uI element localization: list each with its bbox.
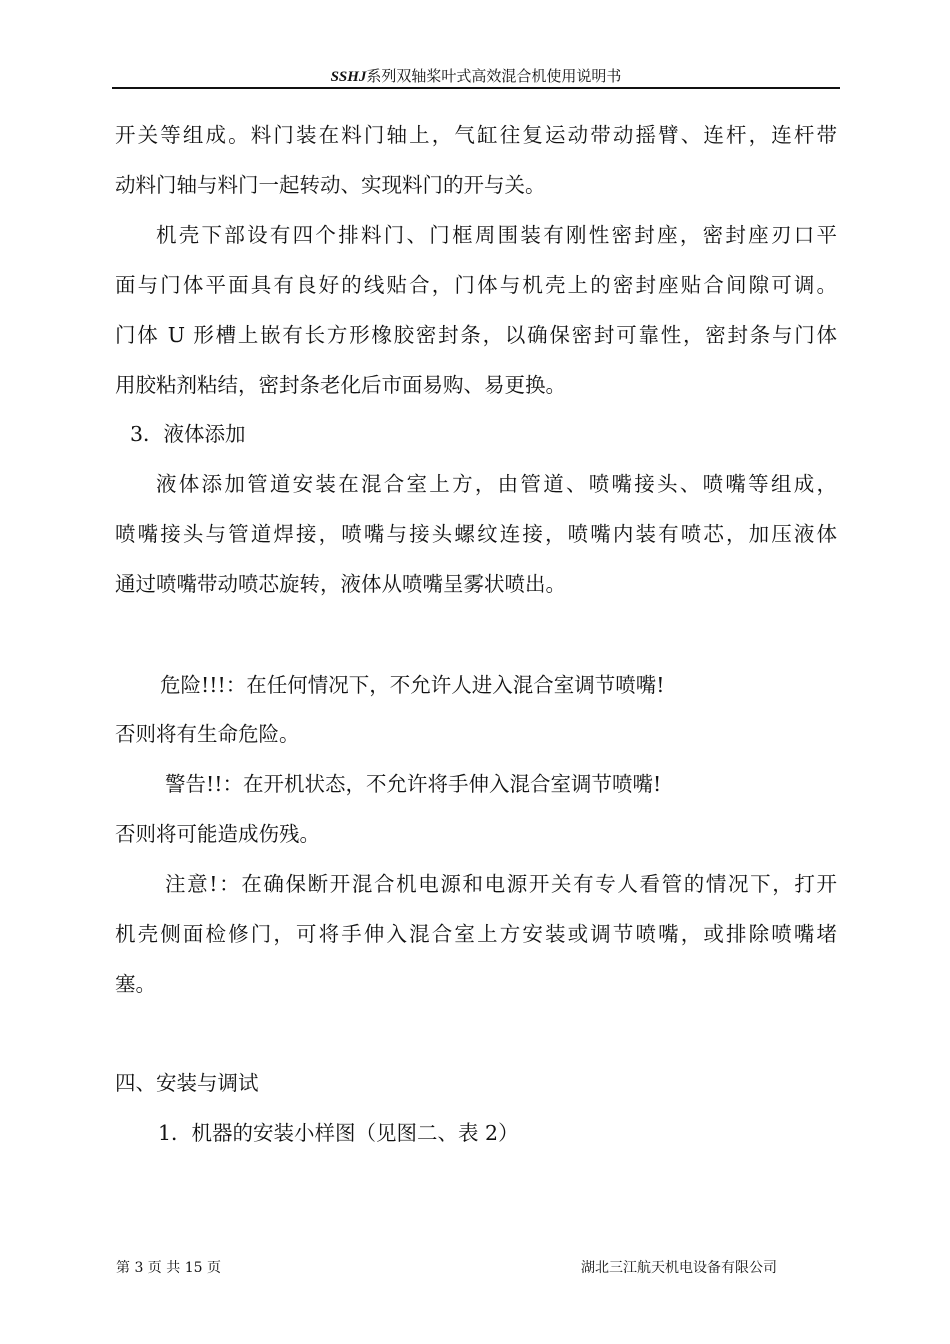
danger-notice: 危险!!!：在任何情况下，不允许人进入混合室调节喷嘴! bbox=[160, 673, 665, 697]
caution-line: 塞。 bbox=[115, 972, 156, 996]
body-line: 动料门轴与料门一起转动、实现料门的开与关。 bbox=[115, 173, 546, 197]
body-line: 通过喷嘴带动喷芯旋转，液体从喷嘴呈雾状喷出。 bbox=[115, 572, 566, 596]
section-heading: 3．液体添加 bbox=[130, 422, 246, 446]
page-header bbox=[112, 66, 840, 87]
body-line: 液体添加管道安装在混合室上方，由管道、喷嘴接头、喷嘴等组成， bbox=[156, 472, 837, 496]
body-line: 面与门体平面具有良好的线贴合，门体与机壳上的密封座贴合间隙可调。 bbox=[115, 273, 837, 297]
header-rule bbox=[112, 87, 840, 89]
body-line: 机壳下部设有四个排料门、门框周围装有刚性密封座，密封座刃口平 bbox=[156, 223, 837, 247]
header-model: SSHJ bbox=[330, 69, 367, 85]
warning-consequence: 否则将可能造成伤残。 bbox=[115, 822, 320, 846]
body-line: 门体 U 形槽上嵌有长方形橡胶密封条，以确保密封可靠性，密封条与门体 bbox=[115, 323, 837, 347]
header-title: 系列双轴桨叶式高效混合机使用说明书 bbox=[366, 67, 622, 85]
list-item: 1．机器的安装小样图（见图二、表 2） bbox=[158, 1121, 519, 1145]
body-line: 开关等组成。料门装在料门轴上，气缸往复运动带动摇臂、连杆，连杆带 bbox=[115, 123, 837, 147]
chapter-heading: 四、安装与调试 bbox=[115, 1071, 259, 1095]
danger-consequence: 否则将有生命危险。 bbox=[115, 722, 300, 746]
caution-line: 机壳侧面检修门，可将手伸入混合室上方安装或调节喷嘴，或排除喷嘴堵 bbox=[115, 922, 837, 946]
caution-notice: 注意!：在确保断开混合机电源和电源开关有专人看管的情况下，打开 bbox=[165, 872, 837, 896]
body-line: 用胶粘剂粘结，密封条老化后市面易购、易更换。 bbox=[115, 373, 566, 397]
company-name: 湖北三江航天机电设备有限公司 bbox=[581, 1260, 777, 1276]
body-line: 喷嘴接头与管道焊接，喷嘴与接头螺纹连接，喷嘴内装有喷芯，加压液体 bbox=[115, 522, 837, 546]
warning-notice: 警告!!：在开机状态，不允许将手伸入混合室调节喷嘴! bbox=[165, 772, 662, 796]
page-number: 第 3 页 共 15 页 bbox=[116, 1260, 221, 1276]
